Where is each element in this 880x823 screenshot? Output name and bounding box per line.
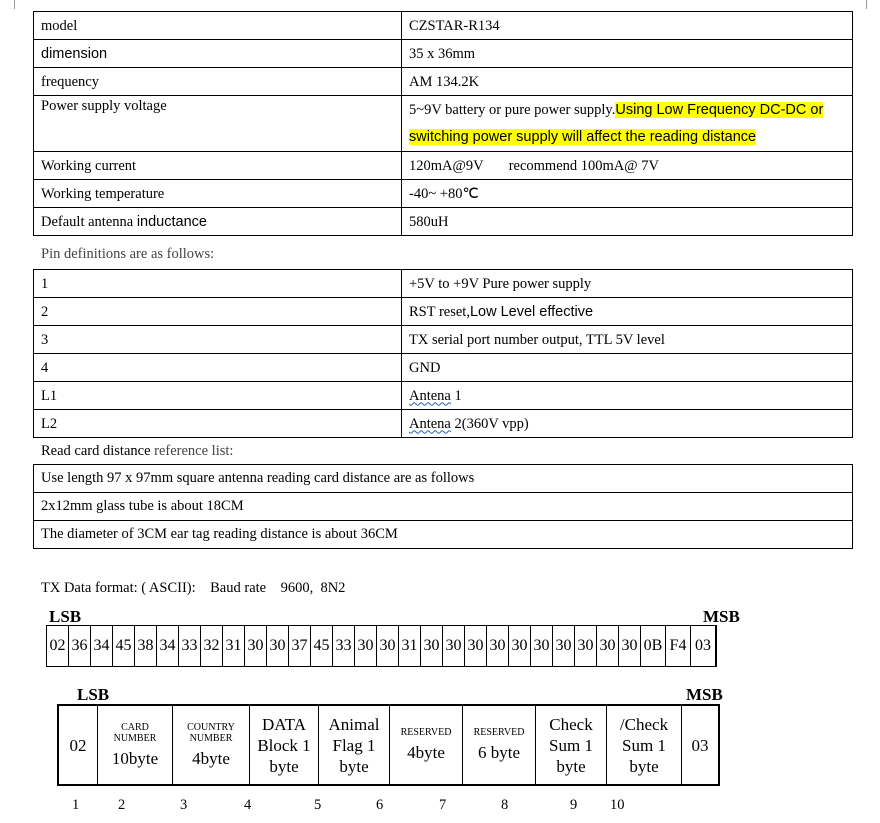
pin-desc [402,298,853,326]
spec-label: Working current [34,152,402,180]
frame-number: 9 [570,797,578,813]
byte-cell: 36 [69,626,91,667]
pin-row [34,298,853,326]
highlighted-warning: Using Low Frequency DC-DC or switching power supply will affect the reading distance [409,102,824,145]
spec-value [402,96,853,152]
pin-table [33,269,853,438]
spec-value: CZSTAR-R134 [402,12,853,40]
byte-cell: 30 [487,626,509,667]
byte-cell: 30 [355,626,377,667]
frame-structure [57,704,720,786]
pin-desc-part: Antena [409,415,451,432]
spec-value: AM 134.2K [402,68,853,96]
byte-cell: 34 [157,626,179,667]
frame-start [58,705,98,785]
pin-desc: TX serial port number output, TTL 5V level [402,326,853,354]
distance-heading-part: reference list: [154,443,234,459]
spec-value: 120mA@9V recommend 100mA@ 7V [402,152,853,180]
frame-field-value: 4byte [192,748,230,768]
frame-reserved-1 [390,705,463,785]
byte-cell: 30 [575,626,597,667]
distance-heading [41,443,233,460]
frame-number: 5 [314,797,322,813]
pin-desc [402,382,853,410]
frame-field-value: 03 [691,735,709,755]
frame-field-value: Animal Flag 1 byte [328,714,380,776]
msb-label-frame: MSB [686,685,723,704]
byte-cell: 30 [553,626,575,667]
pin-desc-part: 2(360V vpp) [450,415,529,432]
pin-number: 1 [34,270,402,298]
byte-cell: 30 [619,626,641,667]
pin-number: L2 [34,410,402,438]
byte-cell: 31 [223,626,245,667]
crop-mark-right [866,0,867,9]
byte-cell: 33 [179,626,201,667]
pin-row [34,382,853,410]
byte-cell: 30 [245,626,267,667]
distance-row [34,465,853,493]
frame-field-caption: RESERVED [473,727,525,738]
spec-value-text: 5~9V battery or pure power supply. [409,102,616,118]
byte-cell: 30 [421,626,443,667]
byte-cell: 30 [267,626,289,667]
frame-card-number [98,705,173,785]
pin-row [34,354,853,382]
frame-field-value: Check Sum 1 byte [549,714,593,776]
spec-label-part: inductance [136,213,207,230]
spec-label-part: Default antenna [41,213,137,230]
byte-cell: 30 [465,626,487,667]
frame-field-value: 10byte [111,748,159,768]
pin-number: 3 [34,326,402,354]
pin-desc: +5V to +9V Pure power supply [402,270,853,298]
pin-heading: Pin definitions are as follows: [41,246,215,262]
spec-label: Power supply voltage [34,96,402,152]
byte-cell: 33 [333,626,355,667]
byte-cell: 30 [597,626,619,667]
frame-inverse-check-sum [607,705,682,785]
msb-label: MSB [703,607,740,626]
frame-field-value: 6 byte [477,743,521,762]
frame-field-value: DATA Block 1 byte [257,714,311,776]
byte-cell: 38 [135,626,157,667]
distance-text: Use length 97 x 97mm square antenna reading card distance are as follows [34,465,853,493]
frame-check-sum [536,705,607,785]
frame-number: 2 [118,797,126,813]
spec-value: 580uH [402,208,853,236]
frame-end [682,705,720,785]
byte-cell: 30 [443,626,465,667]
distance-row [34,521,853,549]
tx-format: TX Data format: ( ASCII): Baud rate 9600, 8N2 [41,580,346,596]
frame-field-value: /Check Sum 1 byte [619,714,669,776]
frame-field-caption: RESERVED [400,727,452,738]
pin-desc-part: Antena [409,387,451,404]
distance-text: 2x12mm glass tube is about 18CM [34,493,853,521]
byte-row [47,626,717,667]
frame-number: 7 [439,797,447,813]
byte-cell: 37 [289,626,311,667]
frame-field-caption: COUNTRY NUMBER [187,721,235,744]
pin-desc-part: 1 [450,387,462,404]
distance-heading-part: Read card distance [41,443,155,459]
pin-row [34,270,853,298]
crop-mark-left [14,0,15,9]
spec-label: frequency [34,68,402,96]
byte-cell: 45 [311,626,333,667]
pin-number: 4 [34,354,402,382]
frame-country-number [173,705,250,785]
pin-row [34,410,853,438]
byte-cell: 32 [201,626,223,667]
frame-data-block [250,705,319,785]
byte-cell: 45 [113,626,135,667]
spec-label: dimension [34,40,402,68]
frame-number: 4 [244,797,252,813]
pin-desc [402,410,853,438]
spec-label: Working temperature [34,180,402,208]
distance-row [34,493,853,521]
pin-desc-part: RST reset, [409,303,470,320]
frame-number: 8 [501,797,509,813]
byte-cell: 30 [531,626,553,667]
spec-row-frequency [34,68,853,96]
pin-desc-part: Low Level effective [469,303,594,320]
frame-number: 1 [72,797,80,813]
frame-number: 6 [376,797,384,813]
spec-label [34,208,402,236]
frame-number: 3 [180,797,188,813]
spec-row-model [34,12,853,40]
frame-animal-flag [319,705,390,785]
frame-field-caption: CARD NUMBER [113,721,157,744]
frame-field-value: 4byte [407,743,445,762]
byte-cell: 03 [691,626,717,667]
byte-cell: 30 [509,626,531,667]
spec-row-power-supply [34,96,853,152]
byte-cell: F4 [666,626,691,667]
byte-cell: 31 [399,626,421,667]
byte-cell: 0B [641,626,666,667]
spec-row-working-temperature [34,180,853,208]
spec-table [33,11,853,236]
pin-row [34,326,853,354]
distance-text: The diameter of 3CM ear tag reading distance is about 36CM [34,521,853,549]
spec-value: -40~ +80℃ [402,180,853,208]
pin-desc: GND [402,354,853,382]
byte-cell: 30 [377,626,399,667]
spec-row-antenna-inductance [34,208,853,236]
lsb-label: LSB [49,607,82,626]
frame-number: 10 [610,797,625,813]
frame-reserved-2 [463,705,536,785]
byte-cell: 34 [91,626,113,667]
byte-sequence [46,625,717,667]
frame-field-value: 02 [69,735,87,755]
byte-cell: 02 [47,626,69,667]
pin-number: L1 [34,382,402,410]
pin-number: 2 [34,298,402,326]
lsb-label-frame: LSB [77,685,110,704]
spec-row-working-current [34,152,853,180]
distance-table [33,464,853,549]
spec-label: model [34,12,402,40]
spec-value: 35 x 36mm [402,40,853,68]
spec-row-dimension [34,40,853,68]
